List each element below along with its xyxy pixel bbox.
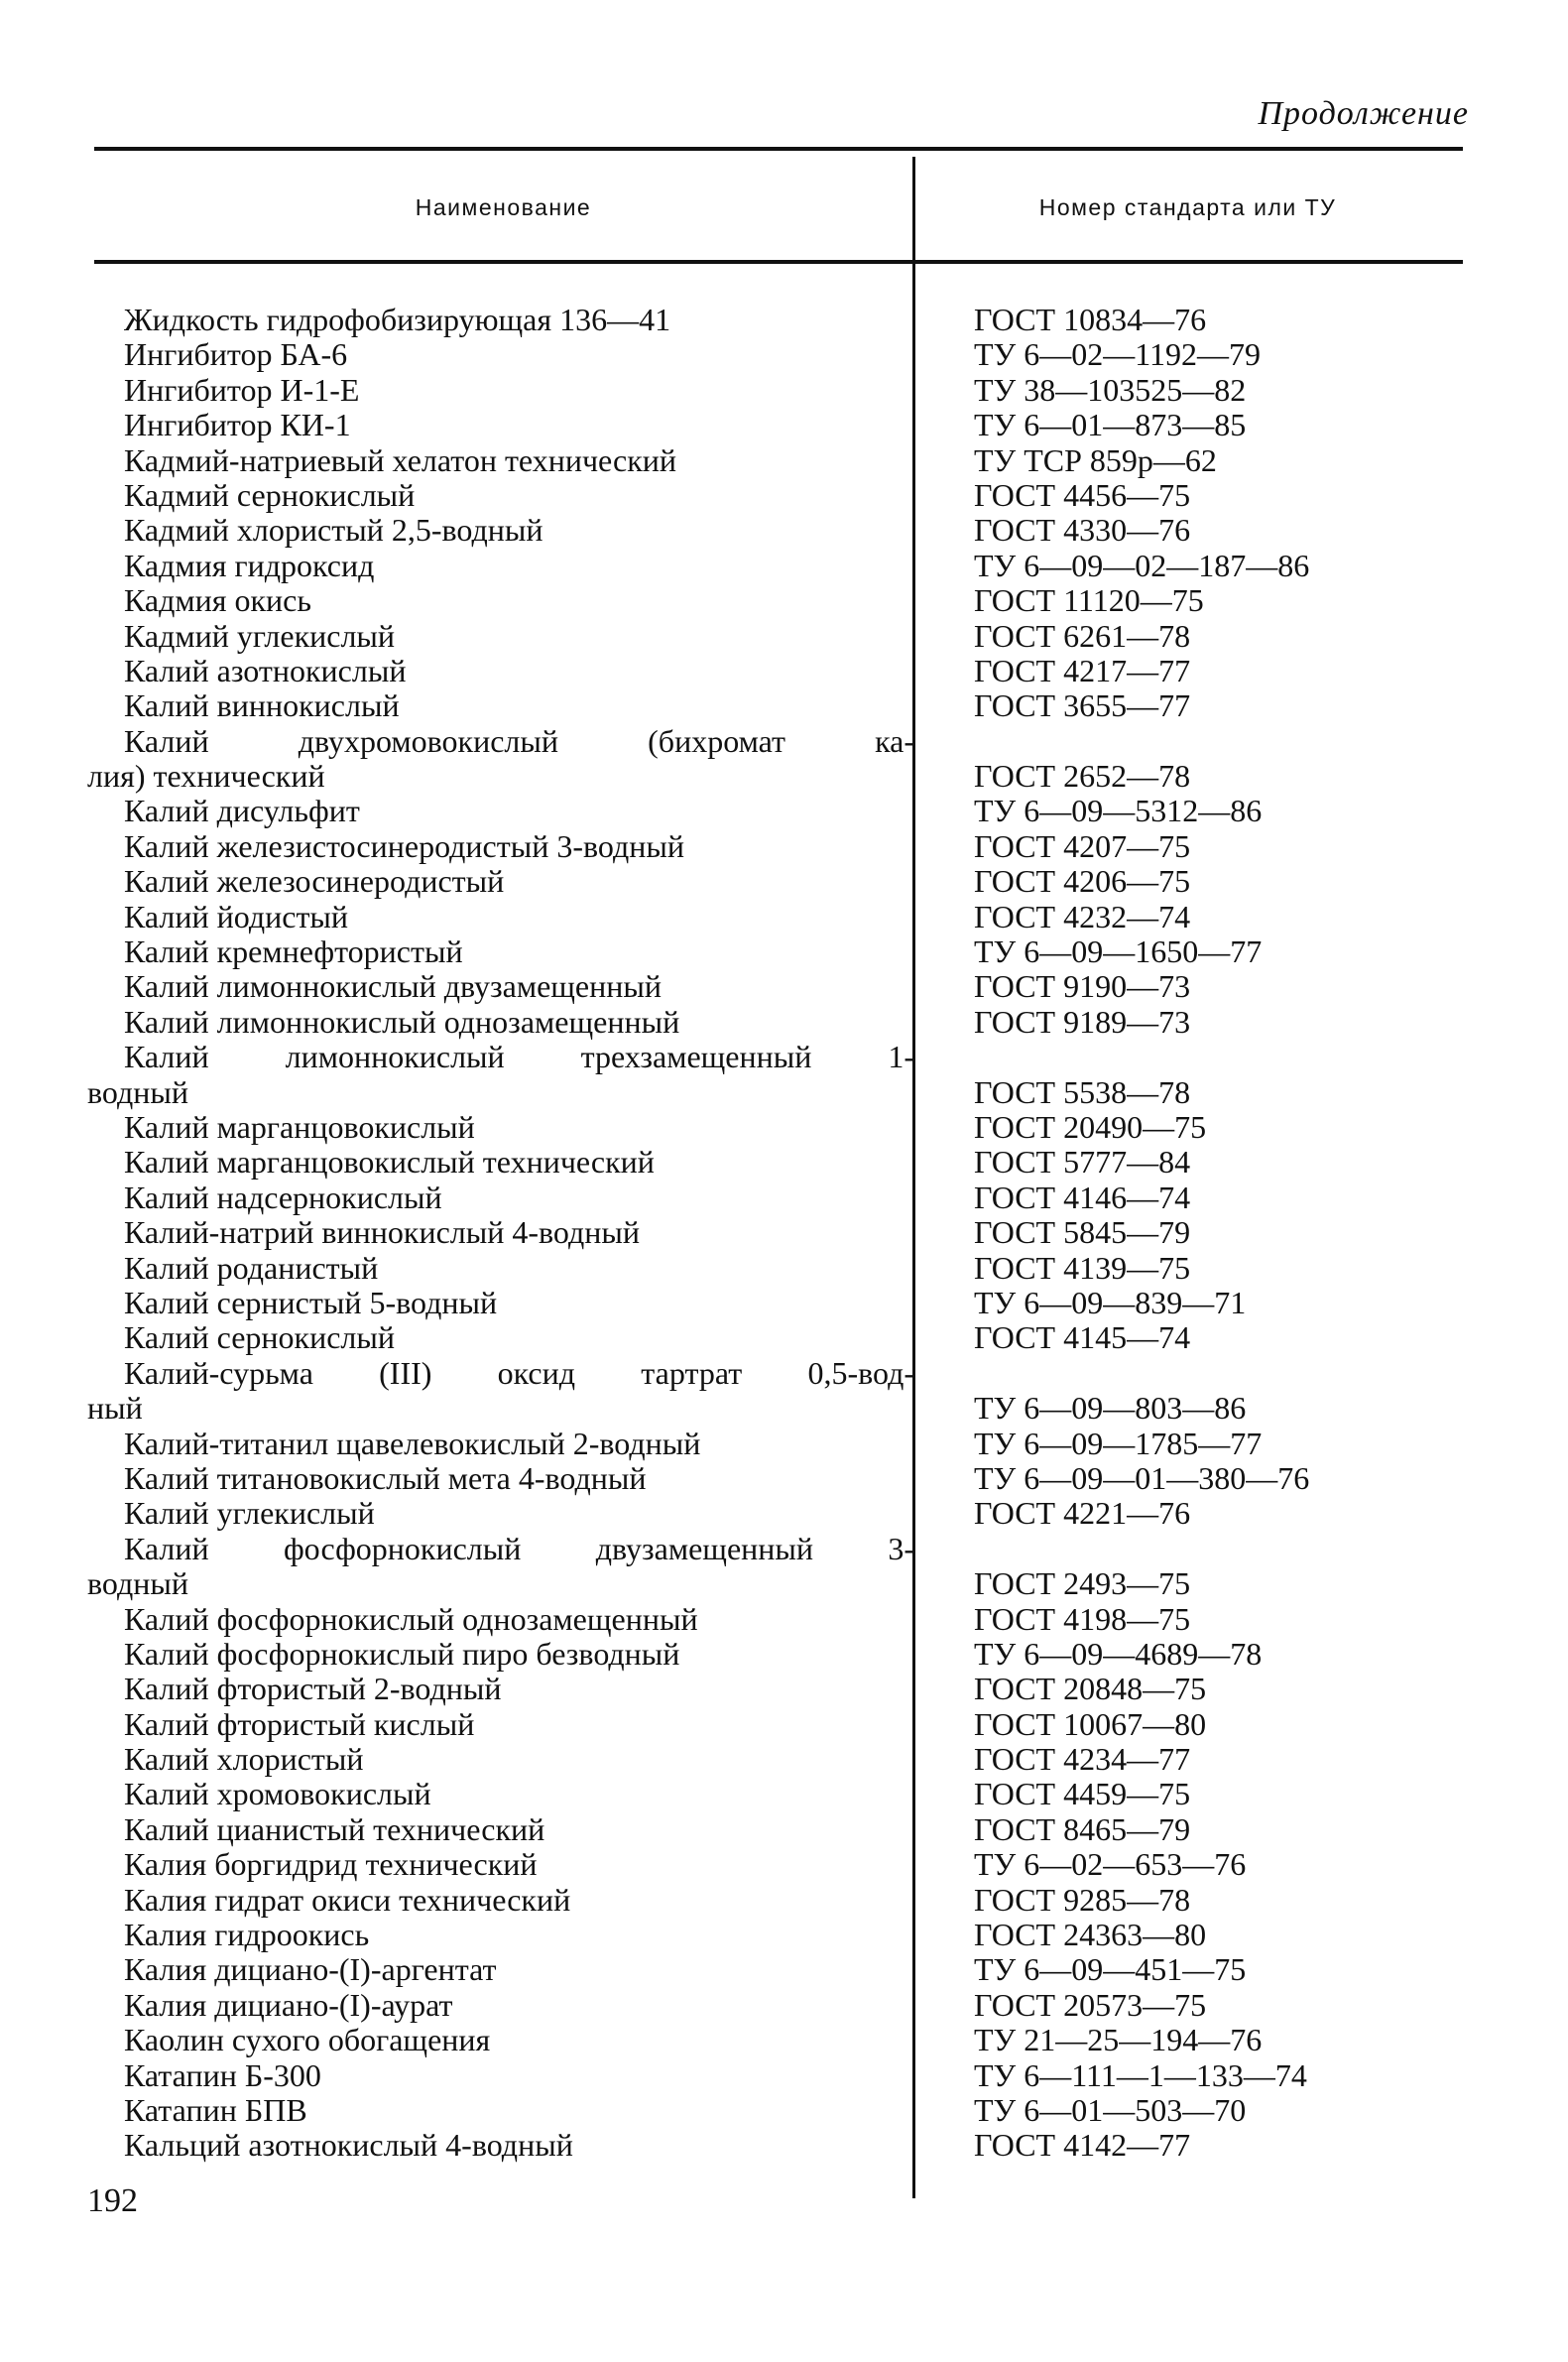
row-name <box>0 619 878 654</box>
table-row <box>0 864 1568 899</box>
table-row <box>0 1286 1568 1320</box>
table-row <box>0 900 1568 934</box>
row-standard: ГОСТ 20490—75 <box>974 1109 1207 1146</box>
row-standard: ГОСТ 4234—77 <box>974 1741 1191 1778</box>
row-name-line: Калий титановокислый мета 4-водный <box>124 1459 647 1496</box>
table-row <box>0 513 1568 548</box>
row-name <box>0 1039 914 1110</box>
row-name <box>0 1496 878 1531</box>
row-name <box>0 1637 878 1672</box>
row-standard: ТУ 6—02—653—76 <box>974 1846 1247 1883</box>
row-name <box>0 900 878 934</box>
row-name-line: Калия гидрат окиси технический <box>124 1881 571 1918</box>
row-standard: ГОСТ 4207—75 <box>974 827 1191 864</box>
row-name-line: Каолин сухого обогащения <box>124 2022 491 2058</box>
row-name-line: Калий сернокислый <box>124 1319 396 1356</box>
row-standard: ТУ 6—09—803—86 <box>974 1390 1247 1427</box>
row-name <box>0 1286 878 1320</box>
row-standard: ГОСТ 20573—75 <box>974 1986 1207 2023</box>
row-name-line: Калий роданистый <box>124 1249 379 1286</box>
row-name-line: Кадмий углекислый <box>124 617 396 654</box>
row-standard: ГОСТ 2493—75 <box>974 1565 1191 1602</box>
row-name-line: Кальций азотнокислый 4-водный <box>124 2127 573 2164</box>
row-name-line: водный <box>87 1565 188 1602</box>
table-row <box>0 1812 1568 1847</box>
row-name <box>0 1215 878 1250</box>
table-row <box>0 1847 1568 1882</box>
table-row <box>0 1496 1568 1531</box>
row-standard: ГОСТ 4232—74 <box>974 898 1191 934</box>
row-standard: ГОСТ 4330—76 <box>974 512 1191 549</box>
row-name <box>0 1251 878 1286</box>
row-standard: ТУ 6—09—02—187—86 <box>974 547 1310 583</box>
row-name <box>0 1005 878 1040</box>
row-name <box>0 408 878 442</box>
table-row <box>0 934 1568 969</box>
table-row <box>0 794 1568 828</box>
page-number: 192 <box>87 2182 138 2219</box>
row-standard: ТУ 6—09—5312—86 <box>974 793 1263 829</box>
row-name-line: Калий кремнефтористый <box>124 933 463 970</box>
table-row <box>0 408 1568 442</box>
row-name-line: Калий хромовокислый <box>124 1776 431 1812</box>
row-name-line: Катапин Б-300 <box>124 2056 321 2093</box>
row-standard: ГОСТ 4459—75 <box>974 1776 1191 1812</box>
row-name <box>0 1988 878 2023</box>
table-row <box>0 1005 1568 1040</box>
row-name-line: Калия боргидрид технический <box>124 1846 538 1883</box>
row-name-line: Калий-натрий виннокислый 4-водный <box>124 1214 641 1251</box>
row-name-line: Калий-сурьма (III) оксид тартрат 0,5-вод- <box>124 1354 914 1391</box>
table-row <box>0 1215 1568 1250</box>
row-name-line: Калий железосинеродистый <box>124 863 505 900</box>
row-name-line: Катапин БПВ <box>124 2091 307 2128</box>
table-row <box>0 549 1568 583</box>
row-name <box>0 583 878 618</box>
row-standard: ТУ 6—09—1650—77 <box>974 933 1263 970</box>
table-row <box>0 2093 1568 2128</box>
row-name-line: Кадмий-натриевый хелатон технический <box>124 441 677 478</box>
row-name-line: Ингибитор И-1-Е <box>124 371 360 408</box>
row-standard: ТУ 6—09—839—71 <box>974 1284 1247 1320</box>
row-name-line: Ингибитор КИ-1 <box>124 407 351 443</box>
table-row <box>0 373 1568 408</box>
row-name <box>0 2128 878 2163</box>
row-name <box>0 969 878 1004</box>
row-name-line: Кадмий сернокислый <box>124 476 416 513</box>
table-row <box>0 1777 1568 1811</box>
row-standard: ТУ ТСР 859р—62 <box>974 441 1217 478</box>
row-name-line: Калий фосфорнокислый двузамещенный 3- <box>124 1530 914 1566</box>
row-standard: ГОСТ 5538—78 <box>974 1073 1191 1110</box>
table-row <box>0 1181 1568 1215</box>
row-name <box>0 1145 878 1180</box>
row-name <box>0 1777 878 1811</box>
row-standard: ГОСТ 4456—75 <box>974 476 1191 513</box>
row-name <box>0 934 878 969</box>
row-standard: ГОСТ 10067—80 <box>974 1705 1207 1742</box>
row-name <box>0 722 914 795</box>
row-name-line: Калий фосфорнокислый пиро безводный <box>124 1635 680 1672</box>
table-row <box>0 1637 1568 1672</box>
row-name-line: Калий хлористый <box>124 1741 364 1778</box>
table-row <box>0 337 1568 372</box>
row-name <box>0 2058 878 2093</box>
row-name <box>0 443 878 478</box>
row-name <box>0 513 878 548</box>
table-row <box>0 303 1568 337</box>
row-name-line: Калий двухромовокислый (бихромат ка- <box>124 722 914 759</box>
row-name-line: Калий цианистый технический <box>124 1810 545 1847</box>
row-standard: ГОСТ 2652—78 <box>974 758 1191 795</box>
table-row <box>0 1988 1568 2023</box>
table-row <box>0 443 1568 478</box>
row-standard: ГОСТ 3655—77 <box>974 687 1191 724</box>
row-standard: ГОСТ 8465—79 <box>974 1810 1191 1847</box>
row-name <box>0 337 878 372</box>
row-standard: ГОСТ 4198—75 <box>974 1600 1191 1637</box>
row-name <box>0 794 878 828</box>
row-standard: ГОСТ 4221—76 <box>974 1495 1191 1532</box>
table-row <box>0 1532 1568 1602</box>
row-name <box>0 829 878 864</box>
row-standard: ТУ 6—111—1—133—74 <box>974 2056 1307 2093</box>
row-name-line: Калий марганцовокислый <box>124 1109 475 1146</box>
row-name-line: лия) технический <box>87 758 325 795</box>
row-standard: ГОСТ 4142—77 <box>974 2127 1191 2164</box>
row-standard: ГОСТ 9190—73 <box>974 968 1191 1005</box>
row-standard: ГОСТ 24363—80 <box>974 1917 1207 1953</box>
row-name-line: Калий углекислый <box>124 1495 375 1532</box>
table-row <box>0 829 1568 864</box>
row-name <box>0 1883 878 1918</box>
row-name <box>0 2023 878 2057</box>
row-standard: ГОСТ 4206—75 <box>974 863 1191 900</box>
row-name <box>0 1742 878 1777</box>
row-name-line: Кадмия гидроксид <box>124 547 375 583</box>
row-standard: ТУ 38—103525—82 <box>974 371 1247 408</box>
table-row <box>0 1883 1568 1918</box>
column-header-name: Наименование <box>415 194 592 220</box>
row-standard: ГОСТ 10834—76 <box>974 302 1207 337</box>
row-name <box>0 373 878 408</box>
table-row <box>0 654 1568 688</box>
table-row <box>0 688 1568 723</box>
column-header-standard: Номер стандарта или ТУ <box>1038 194 1337 220</box>
table-row <box>0 1918 1568 1952</box>
row-name-line: ный <box>87 1390 143 1427</box>
row-name-line: Калий-титанил щавелевокислый 2-водный <box>124 1425 701 1461</box>
row-name-line: Кадмий хлористый 2,5-водный <box>124 512 543 549</box>
row-standard: ТУ 6—01—503—70 <box>974 2091 1247 2128</box>
table-row <box>0 1110 1568 1145</box>
row-name <box>0 1602 878 1637</box>
row-name <box>0 688 878 723</box>
table-row <box>0 1427 1568 1461</box>
row-name-line: Калий виннокислый <box>124 687 400 724</box>
table-row <box>0 1952 1568 1987</box>
row-name-line: Калия дициано-(I)-аргентат <box>124 1951 497 1988</box>
row-name-line: Калия гидроокись <box>124 1917 370 1953</box>
row-standard: ГОСТ 9189—73 <box>974 1003 1191 1040</box>
table-row <box>0 1145 1568 1180</box>
row-name-line: Калий лимоннокислый двузамещенный <box>124 968 662 1005</box>
table-row <box>0 1602 1568 1637</box>
table-row <box>0 2058 1568 2093</box>
row-standard: ГОСТ 20848—75 <box>974 1671 1207 1707</box>
row-standard: ГОСТ 5845—79 <box>974 1214 1191 1251</box>
row-standard: ТУ 6—09—4689—78 <box>974 1635 1263 1672</box>
row-name <box>0 1672 878 1706</box>
row-name <box>0 1952 878 1987</box>
row-name <box>0 1847 878 1882</box>
row-standard: ГОСТ 4145—74 <box>974 1319 1191 1356</box>
table-row <box>0 1672 1568 1706</box>
row-name-line: Жидкость гидрофобизирующая 136—41 <box>124 302 671 337</box>
table-row <box>0 619 1568 654</box>
table-row <box>0 1320 1568 1355</box>
row-name-line: Калий марганцовокислый технический <box>124 1144 655 1181</box>
row-name-line: Калий фтористый 2-водный <box>124 1671 502 1707</box>
row-standard: ТУ 6—09—1785—77 <box>974 1425 1263 1461</box>
row-name <box>0 1461 878 1496</box>
row-name-line: Калий азотнокислый <box>124 652 407 688</box>
row-name <box>0 1812 878 1847</box>
row-name-line: водный <box>87 1073 188 1110</box>
row-name-line: Калий сернистый 5-водный <box>124 1284 498 1320</box>
row-standard: ГОСТ 5777—84 <box>974 1144 1191 1181</box>
row-name <box>0 1918 878 1952</box>
row-name <box>0 864 878 899</box>
table-row <box>0 1356 1568 1427</box>
table-row <box>0 2023 1568 2057</box>
row-name <box>0 1320 878 1355</box>
row-name <box>0 549 878 583</box>
row-name <box>0 1530 914 1602</box>
row-name-line: Кадмия окись <box>124 582 311 619</box>
row-standard: ГОСТ 11120—75 <box>974 582 1204 619</box>
row-name <box>0 654 878 688</box>
row-name-line: Калий йодистый <box>124 898 349 934</box>
row-standard: ГОСТ 6261—78 <box>974 617 1191 654</box>
table-row <box>0 478 1568 513</box>
row-standard: ГОСТ 4139—75 <box>974 1249 1191 1286</box>
row-name <box>0 1707 878 1742</box>
table-row <box>0 1251 1568 1286</box>
row-name-line: Калий фтористый кислый <box>124 1705 475 1742</box>
row-name-line: Калий лимоннокислый трехзамещенный 1- <box>124 1039 914 1075</box>
row-name <box>0 1110 878 1145</box>
row-standard: ТУ 6—01—873—85 <box>974 407 1247 443</box>
row-name-line: Калий фосфорнокислый однозамещенный <box>124 1600 698 1637</box>
row-name-line: Ингибитор БА-6 <box>124 336 348 373</box>
row-standard: ГОСТ 9285—78 <box>974 1881 1191 1918</box>
table-body <box>0 303 1568 2164</box>
row-name <box>0 2093 878 2128</box>
row-name-line: Калий железистосинеродистый 3-водный <box>124 827 685 864</box>
row-standard: ГОСТ 4217—77 <box>974 652 1191 688</box>
row-name-line: Калий дисульфит <box>124 793 360 829</box>
row-name-line: Калия дициано-(I)-аурат <box>124 1986 453 2023</box>
row-standard: ТУ 21—25—194—76 <box>974 2022 1263 2058</box>
table-row <box>0 724 1568 795</box>
table-row <box>0 2128 1568 2163</box>
table-top-rule <box>94 147 1463 151</box>
header-bottom-rule <box>94 260 1463 264</box>
row-name <box>0 1181 878 1215</box>
table-row <box>0 1461 1568 1496</box>
row-standard: ТУ 6—09—451—75 <box>974 1951 1247 1988</box>
row-name <box>0 1354 914 1427</box>
row-standard: ТУ 6—02—1192—79 <box>974 336 1262 373</box>
table-row <box>0 969 1568 1004</box>
table-row <box>0 583 1568 618</box>
row-standard: ТУ 6—09—01—380—76 <box>974 1459 1310 1496</box>
row-name <box>0 303 878 337</box>
table-row <box>0 1742 1568 1777</box>
row-name-line: Калий надсернокислый <box>124 1179 442 1215</box>
row-name-line: Калий лимоннокислый однозамещенный <box>124 1003 680 1040</box>
row-name <box>0 1427 878 1461</box>
row-standard: ГОСТ 4146—74 <box>974 1179 1191 1215</box>
table-row <box>0 1707 1568 1742</box>
row-name <box>0 478 878 513</box>
table-row <box>0 1040 1568 1110</box>
continuation-label: Продолжение <box>1258 95 1469 132</box>
